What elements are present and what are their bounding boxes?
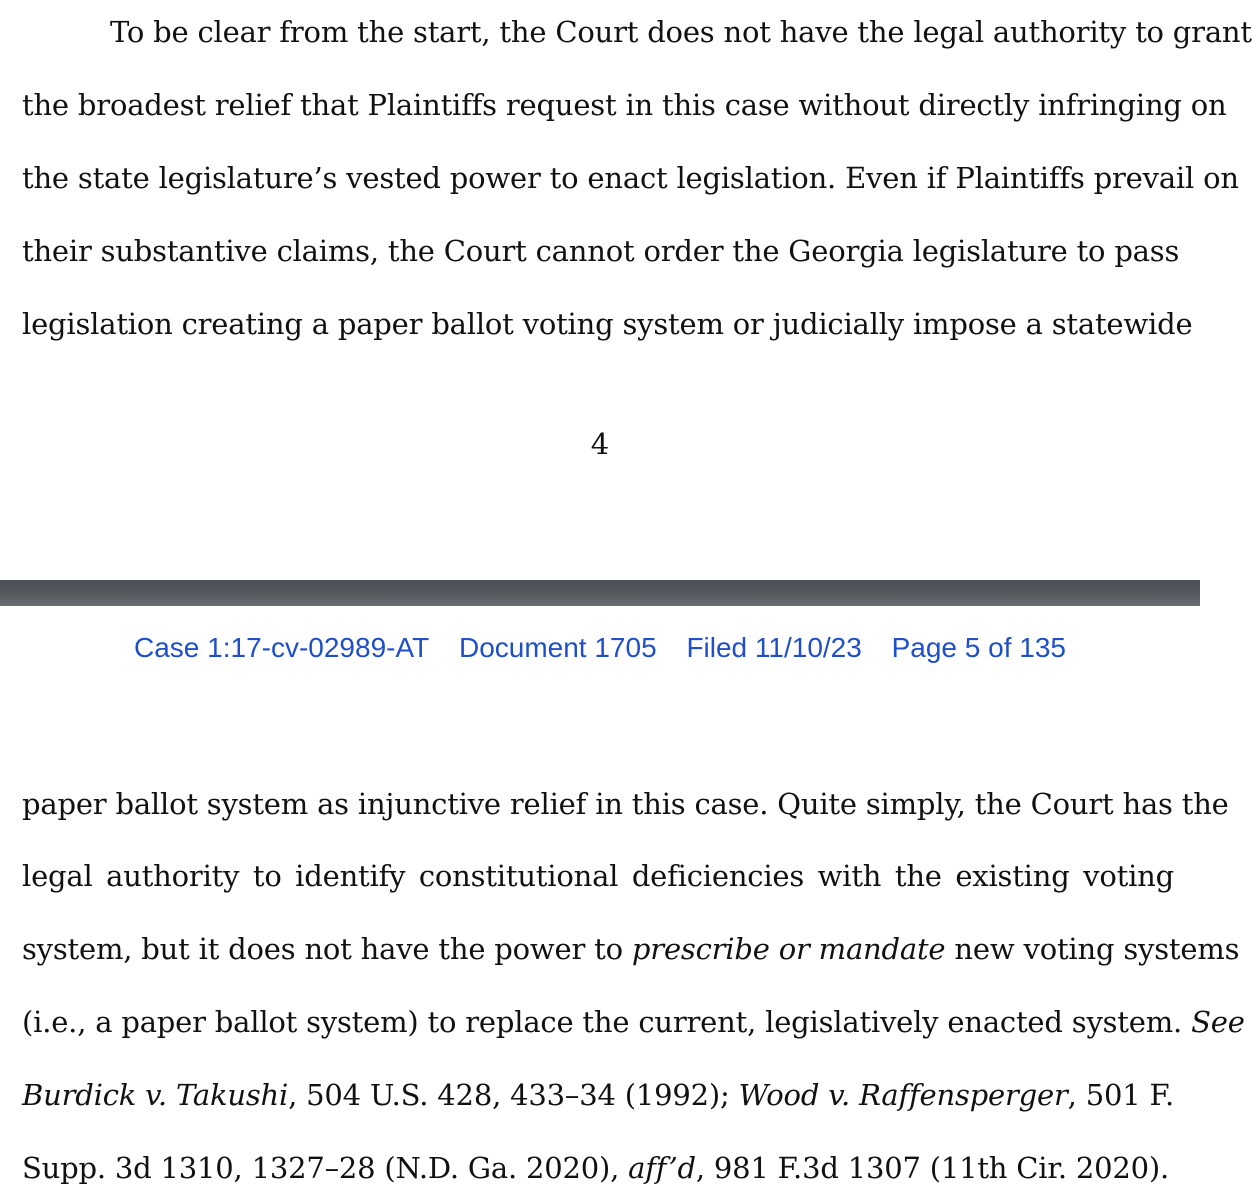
next-page-top (0, 606, 1245, 1198)
paragraph-line: the broadest relief that Plaintiffs request in this case without directly infringing on (22, 88, 1227, 122)
page-number: 4 (590, 427, 610, 461)
text-segment: (i.e., a paper ballot system) to replace the current, legislatively enacted system. (22, 1005, 1192, 1039)
citation-line (22, 1075, 1174, 1115)
document-number: Document 1705 (458, 632, 657, 663)
citation-line (22, 1148, 1174, 1188)
text-segment: , 981 F.3d 1307 (11th Cir. 2020). (695, 1151, 1170, 1185)
filed-date: Filed 11/10/23 (686, 632, 862, 663)
document-header (0, 628, 1200, 668)
paragraph-line (22, 929, 1240, 969)
paragraph-line: To be clear from the start, the Court does not have the legal authority to grant (110, 15, 1252, 49)
page-indicator: Page 5 of 135 (891, 632, 1066, 663)
page-divider (0, 580, 1200, 606)
paragraph-line: legal authority to identify constitutional deficiencies with the existing voting (22, 859, 1174, 893)
case-name: Burdick v. Takushi (22, 1078, 289, 1112)
paragraph-line: the state legislature’s vested power to enact legislation. Even if Plaintiffs prevail on (22, 161, 1239, 195)
paragraph-line: their substantive claims, the Court cannot order the Georgia legislature to pass (22, 234, 1180, 268)
paragraph-line: paper ballot system as injunctive relief in this case. Quite simply, the Court has the (22, 787, 1229, 821)
text-segment: new voting systems (945, 932, 1240, 966)
paragraph-line: legislation creating a paper ballot voting system or judicially impose a statewide (22, 307, 1193, 341)
case-name: Wood v. Raffensperger (738, 1078, 1068, 1112)
case-number: Case 1:17-cv-02989-AT (134, 632, 430, 663)
text-segment: , 501 F. (1067, 1078, 1174, 1112)
text-segment: system, but it does not have the power to (22, 932, 632, 966)
italic-segment: prescribe or mandate (631, 932, 946, 966)
paragraph-line (22, 1002, 1245, 1042)
previous-page-bottom (0, 0, 1252, 580)
italic-segment: See (1191, 1005, 1245, 1039)
text-segment: Supp. 3d 1310, 1327–28 (N.D. Ga. 2020), (22, 1151, 629, 1185)
italic-segment: aff’d (628, 1151, 696, 1185)
text-segment: , 504 U.S. 428, 433–34 (1992); (288, 1078, 739, 1112)
